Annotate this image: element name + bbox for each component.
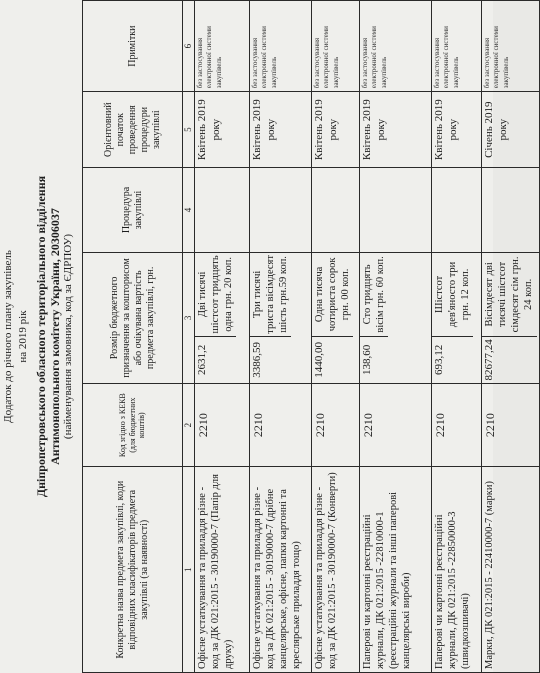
kekv-code: 2210: [195, 383, 250, 467]
table-row: [432, 1, 482, 673]
amount-in-words: Одна тисяча чотириста сорок грн. 00 коп.: [314, 257, 352, 332]
procedure: [360, 168, 432, 253]
note: без застосування електронної системи закупівель: [195, 1, 250, 92]
amount-in-words: Шістсот дев'яносто три грн. 12 коп.: [434, 261, 472, 328]
procedure: [482, 168, 540, 253]
amount-in-words: Три тисячі триста вісімдесят шість грн.59 коп.: [252, 255, 290, 334]
amount-value: 2631,2: [195, 336, 236, 383]
table-row: [360, 1, 432, 673]
start-date: Квітень 2019 року: [195, 92, 250, 168]
amount-cell: [250, 252, 312, 383]
procurement-plan-table: [82, 0, 540, 673]
amount-cell: [312, 252, 360, 383]
column-header-procedure: Процедура закупівлі: [83, 168, 183, 253]
column-number-row: [183, 1, 195, 673]
customer-name-line2: Антимонопольного комітету України, 20306037: [48, 208, 62, 465]
customer-name-line1: Дніпропетровського обласного територіального відділення: [34, 175, 48, 498]
kekv-code: 2210: [312, 383, 360, 467]
note: без застосування електронної системи закупівель: [360, 1, 432, 92]
start-date: Квітень 2019 року: [432, 92, 482, 168]
item-name: Паперові чи картонні реєстраційні журнали, ДК 021:2015 -22850000-3 (швидкозшивачі): [432, 467, 482, 673]
table-header-row: [83, 1, 183, 673]
note: без застосування електронної системи закупівель: [482, 1, 540, 92]
column-number: 5: [183, 92, 195, 168]
amount-value: 1440,00: [312, 336, 353, 383]
appendix-title: Додаток до річного плану закупівель: [2, 250, 14, 423]
item-name: Паперові чи картонні реєстраційні журнали, ДК 021:2015 -22810000-1 (реєстраційні журнали та інші паперові канцелярські вироби): [360, 467, 432, 673]
item-name: Офісне устаткування та приладдя різне - код за ДК 021:2015 - 30190000-7 (Конверти): [312, 467, 360, 673]
start-date: Січень 2019 року: [482, 92, 540, 168]
kekv-code: 2210: [432, 383, 482, 467]
amount-value: 693,12: [432, 336, 473, 383]
amount-value: 138,60: [360, 336, 388, 383]
column-number: 6: [183, 1, 195, 92]
kekv-code: 2210: [482, 383, 540, 467]
note: без застосування електронної системи закупівель: [432, 1, 482, 92]
table-row: [250, 1, 312, 673]
start-date: Квітень 2019 року: [360, 92, 432, 168]
procedure: [432, 168, 482, 253]
procedure: [312, 168, 360, 253]
column-header-amount: Розмір бюджетного призначення за кошторисом або очікувана вартість предмета закупівлі, грн.: [83, 252, 183, 383]
column-number: 2: [183, 383, 195, 467]
start-date: Квітень 2019 року: [312, 92, 360, 168]
amount-in-words: Дві тисячі шістсот тридцять одна грн. 20 коп.: [197, 255, 235, 334]
table-row: [482, 1, 540, 673]
table-row: [195, 1, 250, 673]
amount-in-words: Вісімдесят дві тисячі шістсот сімдесят сім грн. 24 коп.: [484, 256, 535, 333]
amount-cell: [432, 252, 482, 383]
amount-value: 82677,24: [482, 336, 537, 383]
note: без застосування електронної системи закупівель: [250, 1, 312, 92]
item-name: Офісне устаткування та приладдя різне - код за ДК 021:2015 - 30190000-7 (Папір для друку): [195, 467, 250, 673]
customer-name-caption: (найменування замовника, код за ЄДРПОУ): [62, 233, 74, 440]
kekv-code: 2210: [250, 383, 312, 467]
column-header-item-name: Конкретна назва предмета закупівлі, коди відповідних класифікаторів предмета закупівлі (за наявності): [83, 467, 183, 673]
amount-cell: [195, 252, 250, 383]
amount-value: 3386,59: [250, 336, 291, 383]
column-header-start-date: Орієнтовний початок проведення процедури закупівлі: [83, 92, 183, 168]
column-header-notes: Примітки: [83, 1, 183, 92]
amount-cell: [360, 252, 432, 383]
item-name: Офісне устаткування та приладдя різне - код за ДК 021:2015 - 30190000-7 (дрібне канцелярське, офісне, папки картонні та креслярське приладдя тощо): [250, 467, 312, 673]
column-header-kekv-code: Код згідно з КЕКВ (для бюджетних коштів): [83, 383, 183, 467]
column-number: 4: [183, 168, 195, 253]
item-name: Марки, ДК 021:2015 - 22410000-7 (марки): [482, 467, 540, 673]
column-number: 1: [183, 467, 195, 673]
column-number: 3: [183, 252, 195, 383]
amount-cell: [482, 252, 540, 383]
note: без застосування електронної системи закупівель: [312, 1, 360, 92]
procedure: [195, 168, 250, 253]
table-row: [312, 1, 360, 673]
amount-in-words: Сто тридцять вісім грн. 60 коп.: [362, 256, 387, 333]
plan-year: на 2019 рік: [17, 310, 29, 363]
procedure: [250, 168, 312, 253]
kekv-code: 2210: [360, 383, 432, 467]
start-date: Квітень 2019 року: [250, 92, 312, 168]
